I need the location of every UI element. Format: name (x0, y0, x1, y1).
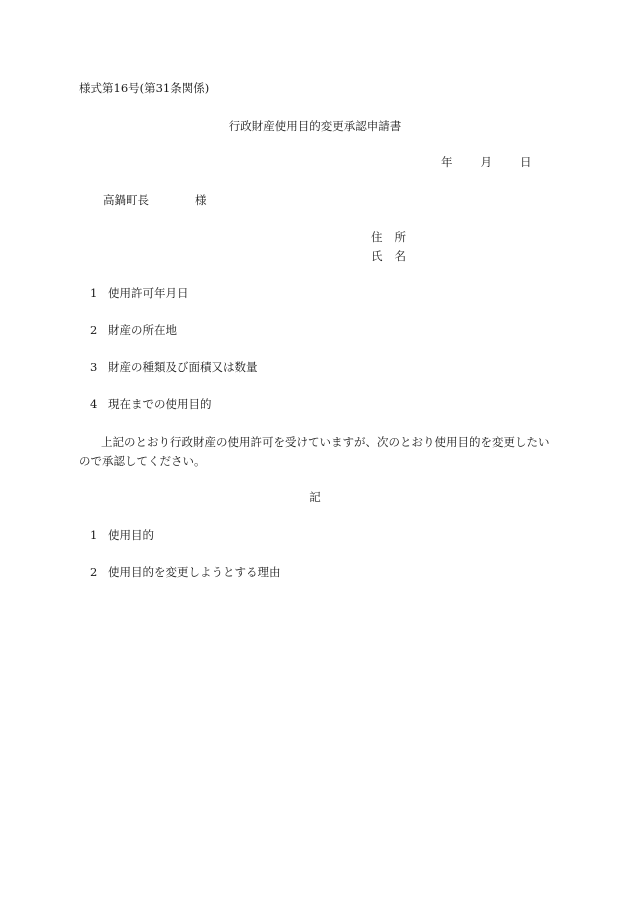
applicant-address-label (371, 231, 406, 245)
item-label: 財産の所在地 (108, 323, 177, 337)
list-item (90, 566, 281, 580)
item-label: 使用目的 (108, 528, 154, 542)
list-item (90, 398, 212, 412)
form-number: 様式第16号(第31条関係) (79, 81, 210, 95)
body-paragraph: 上記のとおり行政財産の使用許可を受けていますが、次のとおり使用目的を変更したいので承認してください。 (79, 435, 550, 468)
list-item (90, 324, 177, 338)
item-label: 使用目的を変更しようとする理由 (108, 565, 281, 579)
date-month: 月 (480, 155, 492, 169)
addressee-honorific: 様 (195, 193, 207, 207)
item-number: 1 (90, 286, 98, 300)
addressee (103, 194, 207, 208)
name-label-char-1: 氏 (371, 249, 383, 263)
applicant-name-label (371, 250, 406, 264)
document-title: 行政財産使用目的変更承認申請書 (228, 119, 402, 133)
name-label-char-2: 名 (394, 249, 406, 263)
date-day: 日 (520, 155, 532, 169)
item-number: 2 (90, 565, 98, 579)
list-item (90, 287, 189, 301)
address-label-char-1: 住 (371, 230, 383, 244)
date-line (441, 156, 532, 170)
item-label: 現在までの使用目的 (108, 397, 212, 411)
item-number: 4 (90, 397, 98, 411)
list-item (90, 529, 154, 543)
list-item (90, 361, 258, 375)
item-label: 財産の種類及び面積又は数量 (108, 360, 258, 374)
addressee-name: 高鍋町長 (103, 193, 149, 207)
ki-heading: 記 (309, 490, 321, 504)
item-number: 3 (90, 360, 98, 374)
item-label: 使用許可年月日 (108, 286, 189, 300)
item-number: 2 (90, 323, 98, 337)
date-year: 年 (441, 155, 453, 169)
address-label-char-2: 所 (394, 230, 406, 244)
item-number: 1 (90, 528, 98, 542)
